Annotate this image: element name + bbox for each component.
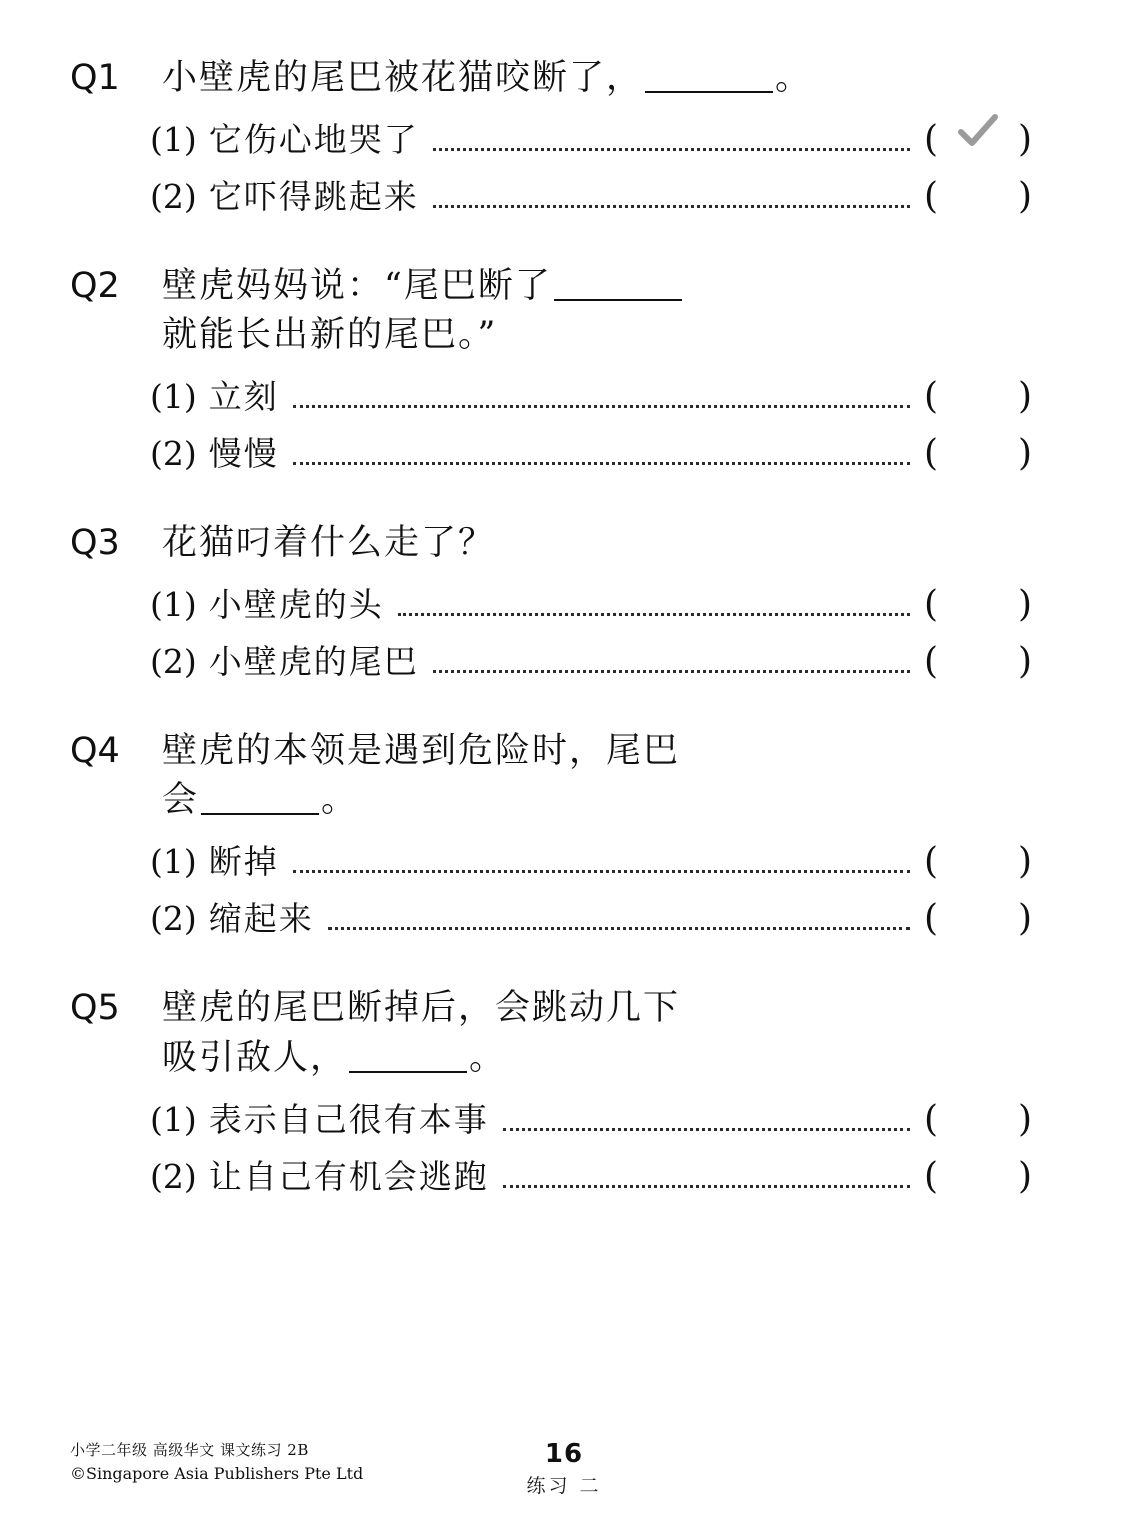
option-text: 断掉 bbox=[208, 842, 279, 882]
question-stem-text: 壁虎的尾巴断掉后，会跳动几下 bbox=[162, 988, 681, 1029]
open-paren: ( bbox=[924, 118, 939, 160]
question-stem-line2-after: 。 bbox=[469, 1037, 507, 1078]
option-text: 表示自己很有本事 bbox=[208, 1099, 489, 1139]
option-text: 让自己有机会逃跑 bbox=[208, 1156, 489, 1196]
option-number: (2) bbox=[150, 434, 197, 474]
dot-leader bbox=[433, 147, 910, 151]
option-number: (2) bbox=[150, 176, 197, 216]
option-row[interactable] bbox=[150, 585, 1032, 626]
question-label: Q1 bbox=[70, 58, 120, 98]
open-paren: ( bbox=[924, 175, 939, 217]
question-stem-line2-before: 会 bbox=[162, 780, 200, 821]
close-paren: ) bbox=[1017, 583, 1032, 625]
question-block-q4 bbox=[70, 727, 1032, 940]
question-label: Q3 bbox=[70, 523, 120, 564]
options-list bbox=[70, 120, 1032, 218]
question-stem-tail: 。 bbox=[775, 58, 813, 98]
open-paren: ( bbox=[924, 1155, 939, 1197]
option-number: (1) bbox=[150, 1099, 197, 1139]
fill-blank[interactable] bbox=[349, 1039, 467, 1073]
question-stem bbox=[162, 54, 812, 104]
options-list bbox=[70, 1100, 1032, 1198]
answer-bracket[interactable] bbox=[924, 898, 1032, 940]
question-label: Q4 bbox=[70, 730, 120, 771]
question-stem-line2-before: 吸引敌人， bbox=[162, 1037, 348, 1078]
option-row[interactable] bbox=[150, 1100, 1032, 1141]
option-row[interactable] bbox=[150, 177, 1032, 218]
options-list bbox=[70, 377, 1032, 475]
dot-leader bbox=[328, 926, 910, 930]
option-row[interactable] bbox=[150, 899, 1032, 940]
question-stem-line2-after: 。 bbox=[321, 780, 359, 821]
question-block-q3 bbox=[70, 519, 1032, 683]
open-paren: ( bbox=[924, 841, 939, 883]
option-text: 缩起来 bbox=[208, 899, 314, 939]
option-number: (1) bbox=[150, 584, 197, 624]
dot-leader bbox=[433, 204, 910, 208]
options-list bbox=[70, 585, 1032, 683]
option-row[interactable] bbox=[150, 1157, 1032, 1198]
close-paren: ) bbox=[1017, 118, 1032, 160]
answer-bracket[interactable] bbox=[924, 175, 1032, 217]
options-list bbox=[70, 842, 1032, 940]
answer-bracket[interactable] bbox=[924, 841, 1032, 883]
dot-leader bbox=[293, 461, 910, 465]
question-block-q1 bbox=[70, 54, 1032, 218]
check-icon bbox=[956, 110, 1000, 154]
open-paren: ( bbox=[924, 898, 939, 940]
question-stem bbox=[162, 262, 684, 361]
answer-bracket[interactable] bbox=[924, 640, 1032, 682]
fill-blank[interactable] bbox=[554, 267, 682, 301]
question-block-q5 bbox=[70, 984, 1032, 1197]
close-paren: ) bbox=[1017, 433, 1032, 475]
close-paren: ) bbox=[1017, 1098, 1032, 1140]
footer-left bbox=[70, 1439, 363, 1487]
question-stem-text: 壁虎的本领是遇到危险时，尾巴 bbox=[162, 730, 681, 771]
question-heading bbox=[70, 262, 1032, 361]
question-stem-text: 小壁虎的尾巴被花猫咬断了， bbox=[162, 58, 644, 98]
footer-center bbox=[526, 1439, 601, 1498]
option-text: 小壁虎的头 bbox=[208, 584, 384, 624]
option-row[interactable] bbox=[150, 377, 1032, 418]
option-row[interactable] bbox=[150, 642, 1032, 683]
question-block-q2 bbox=[70, 262, 1032, 475]
option-number: (2) bbox=[150, 1156, 197, 1196]
open-paren: ( bbox=[924, 433, 939, 475]
open-paren: ( bbox=[924, 1098, 939, 1140]
page-number: 16 bbox=[544, 1439, 584, 1469]
footer-series-title: 小学二年级 高级华文 课文练习 2B bbox=[70, 1441, 309, 1459]
option-row[interactable] bbox=[150, 434, 1032, 475]
footer-copyright: ©Singapore Asia Publishers Pte Ltd bbox=[70, 1464, 364, 1484]
question-heading bbox=[70, 54, 1032, 104]
question-heading bbox=[70, 984, 1032, 1083]
dot-leader bbox=[503, 1184, 910, 1188]
question-stem-line2: 就能长出新的尾巴。” bbox=[162, 315, 498, 356]
dot-leader bbox=[503, 1127, 910, 1131]
close-paren: ) bbox=[1017, 1155, 1032, 1197]
option-text: 它吓得跳起来 bbox=[208, 176, 419, 216]
close-paren: ) bbox=[1017, 898, 1032, 940]
option-row[interactable] bbox=[150, 120, 1032, 161]
question-heading bbox=[70, 727, 1032, 826]
dot-leader bbox=[293, 869, 910, 873]
open-paren: ( bbox=[924, 640, 939, 682]
option-row[interactable] bbox=[150, 842, 1032, 883]
question-stem: 花猫叼着什么走了？ bbox=[162, 523, 496, 564]
answer-bracket[interactable] bbox=[924, 118, 1032, 160]
answer-bracket[interactable] bbox=[924, 1155, 1032, 1197]
fill-blank[interactable] bbox=[645, 59, 773, 93]
close-paren: ) bbox=[1017, 841, 1032, 883]
option-text: 它伤心地哭了 bbox=[208, 119, 419, 159]
open-paren: ( bbox=[924, 583, 939, 625]
answer-bracket[interactable] bbox=[924, 433, 1032, 475]
fill-blank[interactable] bbox=[201, 781, 319, 815]
answer-bracket[interactable] bbox=[924, 1098, 1032, 1140]
page-footer bbox=[70, 1439, 1058, 1509]
question-label: Q5 bbox=[70, 988, 120, 1029]
dot-leader bbox=[293, 404, 910, 408]
option-number: (1) bbox=[150, 119, 197, 159]
option-text: 小壁虎的尾巴 bbox=[208, 641, 419, 681]
close-paren: ) bbox=[1017, 376, 1032, 418]
open-paren: ( bbox=[924, 376, 939, 418]
question-stem-text: 壁虎妈妈说：“尾巴断了 bbox=[162, 265, 552, 306]
option-number: (1) bbox=[150, 377, 197, 417]
dot-leader bbox=[433, 669, 910, 673]
option-number: (2) bbox=[150, 899, 197, 939]
option-number: (1) bbox=[150, 842, 197, 882]
close-paren: ) bbox=[1017, 640, 1032, 682]
close-paren: ) bbox=[1017, 175, 1032, 217]
option-number: (2) bbox=[150, 641, 197, 681]
question-label: Q2 bbox=[70, 265, 120, 306]
option-text: 慢慢 bbox=[208, 434, 279, 474]
question-heading bbox=[70, 519, 1032, 569]
answer-bracket[interactable] bbox=[924, 583, 1032, 625]
dot-leader bbox=[398, 612, 910, 616]
option-text: 立刻 bbox=[208, 377, 279, 417]
exercise-label: 练习 二 bbox=[526, 1475, 602, 1497]
question-stem bbox=[162, 984, 680, 1083]
question-stem bbox=[162, 727, 680, 826]
answer-bracket[interactable] bbox=[924, 376, 1032, 418]
